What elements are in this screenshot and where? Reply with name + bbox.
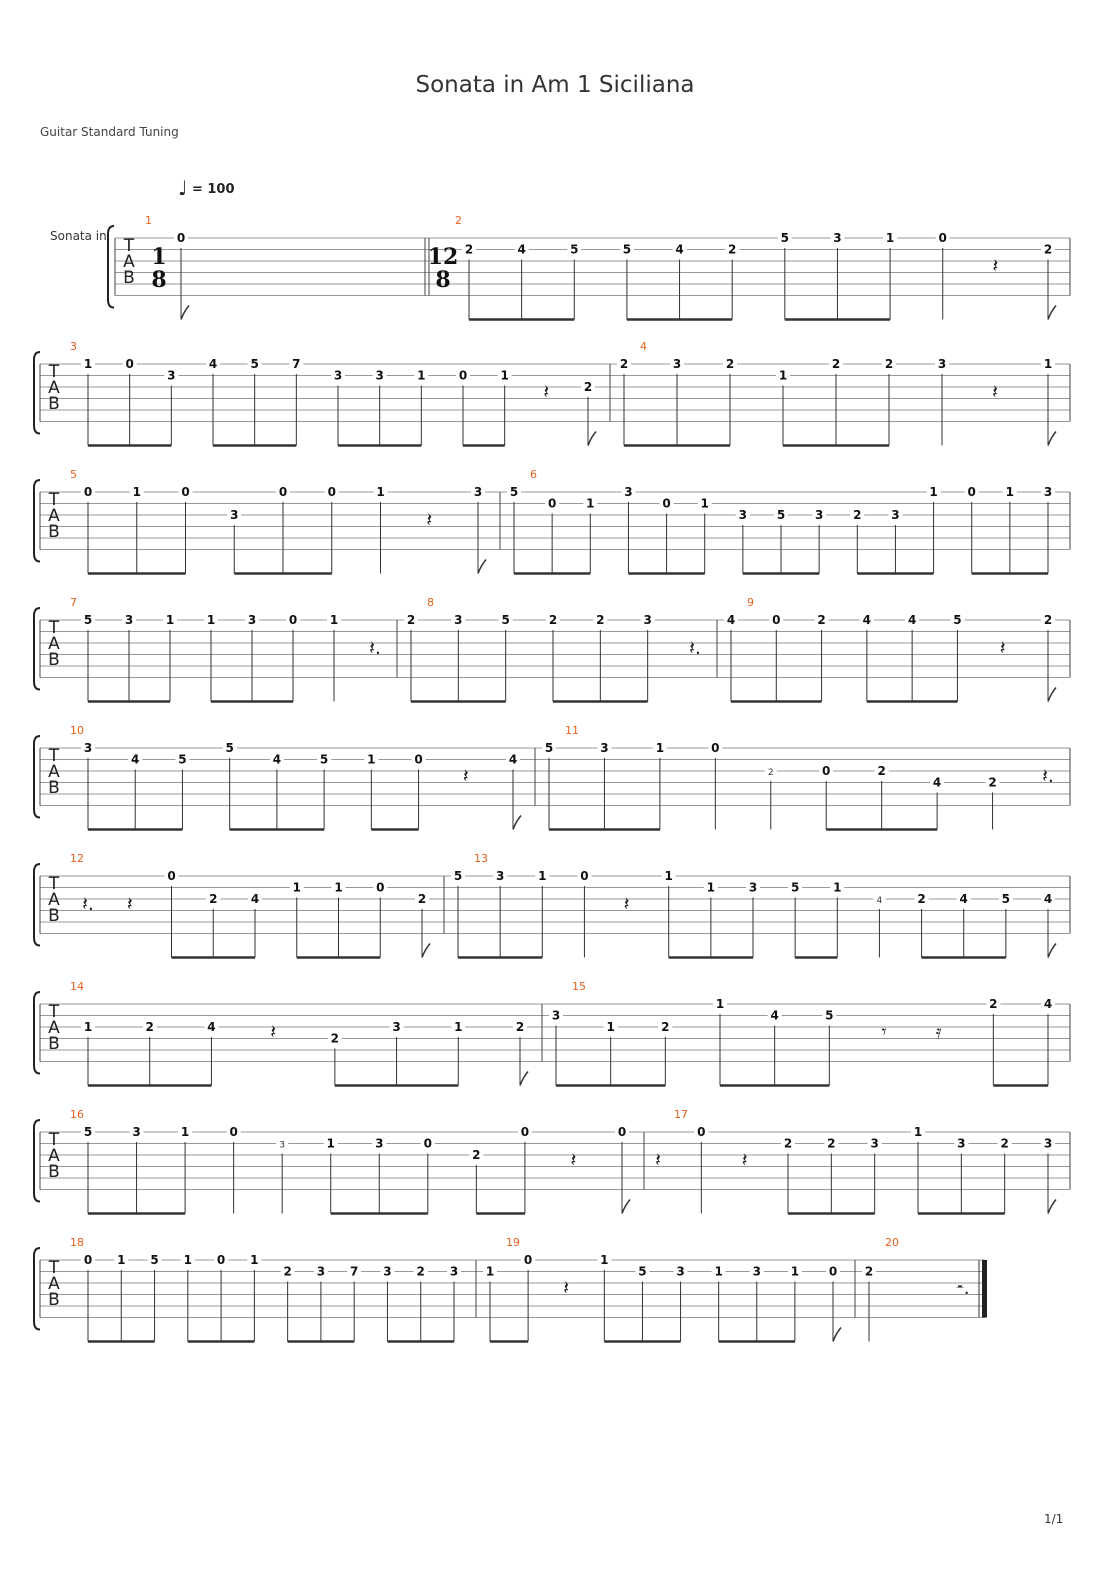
fret-number: 0	[327, 485, 336, 499]
fret-number: 0	[772, 613, 781, 627]
measure-number: 12	[70, 852, 84, 865]
fret-number: 1	[1005, 485, 1015, 499]
fret-number: 2	[725, 357, 735, 371]
fret-number: 2	[864, 1264, 874, 1279]
tab-clef-letter: B	[48, 522, 60, 542]
rest-symbol: 𝄽	[563, 1277, 570, 1299]
fret-number: 1	[250, 1253, 259, 1267]
fret-number: 2	[596, 613, 605, 627]
fret-number: 4	[517, 242, 526, 257]
fret-number: 2	[1043, 242, 1053, 257]
fret-number: 3	[454, 613, 463, 627]
fret-number: 3	[230, 508, 239, 522]
rest-symbol: 𝄽	[999, 637, 1006, 659]
tab-clef-letter: A	[48, 378, 60, 398]
fret-number: 4	[932, 775, 942, 790]
note-flag	[833, 1328, 841, 1342]
fret-number: 1	[790, 1264, 800, 1279]
fret-number: 5	[790, 880, 800, 895]
tab-clef-letter: T	[48, 1130, 60, 1150]
fret-number: 1	[165, 613, 175, 627]
measure-number: 20	[885, 1236, 899, 1249]
tab-clef-letter: A	[48, 890, 60, 910]
tab-clef-letter: B	[48, 1162, 60, 1182]
fret-number: 0	[181, 485, 190, 499]
fret-number: 0	[458, 368, 468, 383]
fret-number: 3	[551, 1008, 561, 1023]
fret-number: 3	[132, 1125, 141, 1139]
fret-number: 4	[726, 613, 736, 627]
tab-clef-letter: T	[48, 1258, 60, 1278]
note-flag	[513, 816, 521, 830]
fret-number: 0	[828, 1264, 838, 1279]
fret-number: 5	[250, 357, 259, 371]
note-flag	[520, 1072, 528, 1086]
tab-clef-letter: B	[48, 394, 60, 414]
fret-number: 1	[454, 1020, 463, 1034]
fret-number: 5	[83, 613, 93, 627]
fret-number: 4	[675, 242, 684, 257]
fret-number: 1	[206, 613, 216, 627]
fret-number: 0	[176, 231, 186, 245]
fret-number: 2	[661, 1020, 670, 1034]
fret-number: 3	[473, 485, 483, 499]
fret-number: 0	[125, 357, 134, 371]
fret-number: 1	[1043, 357, 1053, 371]
tab-clef-letter: A	[48, 762, 60, 782]
note-flag	[1048, 306, 1056, 320]
fret-number: 1	[329, 613, 339, 627]
system-bracket	[34, 864, 40, 946]
fret-number: 4	[208, 357, 218, 371]
rest-symbol: 𝄽.	[369, 637, 381, 659]
fret-number: 1	[83, 357, 93, 371]
measure-number: 14	[70, 980, 84, 993]
fret-number: 5	[638, 1264, 647, 1279]
tab-clef-letter: A	[48, 1274, 60, 1294]
tab-clef-letter: B	[48, 778, 60, 798]
fret-number: 1	[885, 231, 895, 245]
fret-number: 5	[544, 741, 554, 755]
fret-number: 0	[697, 1125, 706, 1139]
time-signature-denominator: 8	[435, 267, 451, 293]
fret-number: 4	[959, 892, 968, 906]
fret-number: 1	[538, 869, 547, 883]
note-flag	[181, 306, 189, 320]
fret-number: 5	[501, 613, 510, 627]
fret-number: 2	[988, 775, 997, 790]
measure-number: 3	[70, 340, 77, 353]
measure-number: 9	[747, 596, 754, 609]
fret-number: 3	[1043, 1136, 1053, 1151]
system-bracket	[108, 226, 114, 308]
fret-number: 1	[132, 485, 141, 499]
fret-number: 2	[1043, 613, 1053, 627]
fret-number: 1	[700, 496, 709, 511]
fret-number: 5	[622, 242, 632, 257]
fret-number: 0	[423, 1136, 432, 1151]
tab-clef-letter: B	[123, 268, 135, 288]
fret-number: 2	[877, 764, 886, 778]
measure-number: 6	[530, 468, 537, 481]
fret-number: 5	[509, 485, 519, 499]
fret-number: 2	[817, 613, 826, 627]
fret-number: 0	[83, 485, 93, 499]
measure-number: 8	[427, 596, 434, 609]
system-bracket	[34, 1120, 40, 1202]
fret-number: 5	[150, 1253, 159, 1267]
fret-number: 0	[580, 869, 589, 883]
fret-number: 2	[619, 357, 629, 371]
fret-number: 4	[250, 892, 260, 906]
note-flag	[622, 1200, 630, 1214]
system-bracket	[34, 352, 40, 434]
fret-number: 1	[714, 1264, 723, 1279]
rest-symbol: 𝄽	[992, 255, 999, 277]
tab-clef-letter: T	[48, 874, 60, 894]
fret-number: 0	[938, 231, 947, 245]
rest-symbol: 𝄿	[935, 1021, 942, 1043]
measure-number: 17	[674, 1108, 688, 1121]
fret-number: 0	[83, 1253, 93, 1267]
fret-number: 3	[1043, 485, 1053, 499]
fret-number: 2	[464, 242, 474, 257]
fret-number: 1	[706, 880, 716, 895]
fret-number: 3	[672, 357, 682, 371]
final-barline-thick	[982, 1260, 987, 1318]
fret-number: 5	[570, 242, 579, 257]
fret-number: 2	[515, 1020, 525, 1034]
fret-number: 3	[124, 613, 134, 627]
track-name: Sonata in	[50, 229, 107, 243]
fret-number: 4	[1043, 892, 1053, 906]
measure-number: 4	[640, 340, 647, 353]
fret-number: 3	[891, 508, 900, 522]
tab-clef-letter: A	[48, 506, 60, 526]
fret-number: 0	[617, 1125, 627, 1139]
fret-number: 5	[225, 741, 234, 755]
rest-symbol: 𝄽	[570, 1149, 577, 1171]
measure-number: 19	[506, 1236, 520, 1249]
note-flag	[1048, 688, 1056, 702]
tab-clef-letter: T	[48, 746, 60, 766]
system-bracket	[34, 1248, 40, 1330]
fret-number: 0	[376, 880, 385, 895]
fret-number: 3	[449, 1264, 459, 1279]
fret-number: 2	[783, 1136, 793, 1151]
fret-number: 0	[414, 752, 423, 767]
measure-number: 2	[455, 214, 462, 227]
fret-number: 1	[606, 1020, 615, 1034]
fret-number: 2	[472, 1148, 481, 1162]
measure-number: 15	[572, 980, 586, 993]
fret-number: 5	[178, 752, 187, 767]
fret-number: 0	[662, 496, 671, 511]
rest-symbol: 𝄽.	[689, 637, 701, 659]
grace-note-fret: 2	[767, 768, 774, 778]
rest-symbol: 𝄽	[270, 1021, 277, 1043]
grace-note-fret: 3	[279, 1140, 286, 1151]
rest-symbol: 𝄽	[655, 1149, 661, 1171]
fret-number: 7	[350, 1264, 359, 1279]
fret-number: 4	[1043, 997, 1053, 1011]
fret-number: 3	[937, 357, 947, 371]
fret-number: 1	[715, 997, 725, 1011]
song-title: Sonata in Am 1 Siciliana	[415, 72, 695, 98]
fret-number: 1	[778, 368, 788, 383]
note-flag	[1048, 1200, 1056, 1214]
fret-number: 4	[131, 752, 140, 767]
system-bracket	[34, 608, 40, 690]
tab-clef-letter: T	[48, 362, 60, 382]
fret-number: 2	[406, 613, 416, 627]
fret-number: 1	[376, 485, 385, 499]
fret-number: 2	[330, 1031, 340, 1046]
tab-clef-letter: B	[48, 1034, 60, 1054]
note-flag	[588, 432, 596, 446]
tab-clef-letter: B	[48, 1290, 60, 1310]
fret-number: 0	[523, 1253, 533, 1267]
measure-number: 11	[565, 724, 579, 737]
rest-symbol: 𝄽	[462, 765, 469, 787]
fret-number: 1	[367, 752, 376, 767]
fret-number: 1	[334, 880, 343, 895]
tuning-label: Guitar Standard Tuning	[40, 125, 179, 139]
rest-symbol: 𝄽	[426, 509, 433, 531]
fret-number: 5	[776, 508, 786, 522]
fret-number: 0	[967, 485, 976, 499]
tab-clef-letter: A	[48, 1146, 60, 1166]
fret-number: 2	[583, 380, 593, 394]
fret-number: 1	[326, 1136, 335, 1151]
tab-clef-letter: T	[48, 618, 60, 638]
grace-note-fret: 4	[876, 896, 883, 906]
fret-number: 0	[822, 764, 831, 778]
tab-clef-letter: B	[48, 650, 60, 670]
fret-number: 3	[495, 869, 505, 883]
fret-number: 4	[770, 1008, 779, 1023]
system-bracket	[34, 992, 40, 1074]
fret-number: 1	[180, 1125, 190, 1139]
fret-number: 2	[853, 508, 862, 522]
fret-number: 0	[547, 496, 557, 511]
time-signature-denominator: 8	[151, 267, 167, 293]
fret-number: 3	[375, 1136, 384, 1151]
fret-number: 0	[520, 1125, 530, 1139]
fret-number: 3	[748, 880, 758, 895]
rest-symbol: 𝄽	[623, 893, 630, 915]
time-signature-numerator: 12	[427, 244, 459, 270]
fret-number: 2	[1000, 1136, 1009, 1151]
fret-number: 1	[600, 1253, 609, 1267]
fret-number: 2	[884, 357, 894, 371]
measure-number: 5	[70, 468, 77, 481]
fret-number: 0	[216, 1253, 226, 1267]
fret-number: 4	[207, 1020, 216, 1034]
fret-number: 3	[333, 368, 343, 383]
tab-clef-letter: T	[48, 1002, 60, 1022]
fret-number: 7	[292, 357, 301, 371]
fret-number: 3	[833, 231, 842, 245]
fret-number: 1	[183, 1253, 192, 1267]
fret-number: 2	[283, 1264, 292, 1279]
fret-number: 1	[292, 880, 301, 895]
tab-clef-letter: T	[48, 490, 60, 510]
time-signature-numerator: 1	[151, 244, 167, 270]
measure-number: 1	[145, 214, 152, 227]
measure-number: 10	[70, 724, 84, 737]
fret-number: 4	[907, 613, 917, 627]
rest-symbol: 𝄽	[126, 893, 133, 915]
fret-number: 3	[870, 1136, 879, 1151]
tab-clef-letter: A	[48, 634, 60, 654]
fret-number: 3	[957, 1136, 966, 1151]
fret-number: 3	[316, 1264, 326, 1279]
fret-number: 3	[676, 1264, 685, 1279]
system-bracket	[34, 480, 40, 562]
measure-number: 18	[70, 1236, 84, 1249]
fret-number: 5	[1001, 892, 1011, 906]
fret-number: 1	[586, 496, 595, 511]
rest-symbol: 𝄽.	[1042, 765, 1054, 787]
note-flag	[422, 944, 430, 958]
tab-clef-letter: T	[123, 236, 135, 256]
tab-clef-letter: A	[123, 252, 135, 272]
note-flag	[1048, 432, 1056, 446]
fret-number: 3	[814, 508, 824, 522]
measure-number: 16	[70, 1108, 84, 1121]
fret-number: 3	[392, 1020, 401, 1034]
fret-number: 1	[833, 880, 842, 895]
fret-number: 2	[416, 1264, 425, 1279]
measure-number: 13	[474, 852, 488, 865]
fret-number: 1	[83, 1020, 93, 1034]
fret-number: 3	[383, 1264, 392, 1279]
rest-symbol: 𝄽	[741, 1149, 748, 1171]
fret-number: 0	[167, 869, 176, 883]
fret-number: 1	[664, 869, 673, 883]
fret-number: 1	[117, 1253, 126, 1267]
fret-number: 0	[711, 741, 720, 755]
fret-number: 1	[500, 368, 509, 383]
fret-number: 2	[728, 242, 737, 257]
fret-number: 0	[278, 485, 288, 499]
tab-clef-letter: B	[48, 906, 60, 926]
fret-number: 1	[485, 1264, 495, 1279]
fret-number: 3	[247, 613, 257, 627]
fret-number: 4	[862, 613, 872, 627]
fret-number: 2	[917, 892, 926, 906]
rest-symbol: 𝄽	[992, 381, 998, 403]
fret-number: 2	[831, 357, 841, 371]
fret-number: 1	[655, 741, 665, 755]
rest-symbol: 𝄾	[881, 1021, 887, 1043]
fret-number: 5	[453, 869, 463, 883]
fret-number: 2	[548, 613, 558, 627]
fret-number: 5	[825, 1008, 834, 1023]
fret-number: 3	[752, 1264, 761, 1279]
measure-number: 7	[70, 596, 77, 609]
fret-number: 2	[145, 1020, 154, 1034]
tab-clef-letter: A	[48, 1018, 60, 1038]
fret-number: 3	[375, 368, 384, 383]
rest-symbol: 𝄽	[543, 381, 550, 403]
fret-number: 5	[780, 231, 789, 245]
fret-number: 2	[209, 892, 218, 906]
fret-number: 3	[167, 368, 176, 383]
system-bracket	[34, 736, 40, 818]
rest-symbol: 𝄽.	[82, 893, 94, 915]
fret-number: 2	[827, 1136, 836, 1151]
fret-number: 4	[272, 752, 282, 767]
rest-symbol: 𝄼.	[956, 1277, 970, 1299]
quarter-note-icon: ♩	[178, 176, 188, 200]
fret-number: 3	[600, 741, 609, 755]
note-flag	[1048, 944, 1056, 958]
fret-number: 3	[738, 508, 748, 522]
fret-number: 3	[624, 485, 633, 499]
fret-number: 1	[417, 368, 426, 383]
fret-number: 2	[989, 997, 998, 1011]
fret-number: 4	[508, 752, 518, 767]
fret-number: 2	[417, 892, 427, 906]
fret-number: 5	[319, 752, 329, 767]
fret-number: 5	[83, 1125, 93, 1139]
page-number: 1/1	[1044, 1512, 1064, 1526]
fret-number: 1	[929, 485, 938, 499]
fret-number: 3	[83, 741, 93, 755]
fret-number: 5	[953, 613, 962, 627]
fret-number: 3	[643, 613, 652, 627]
note-flag	[478, 560, 486, 574]
fret-number: 1	[913, 1125, 923, 1139]
fret-number: 0	[229, 1125, 238, 1139]
tempo-value: = 100	[191, 182, 235, 197]
fret-number: 0	[288, 613, 298, 627]
